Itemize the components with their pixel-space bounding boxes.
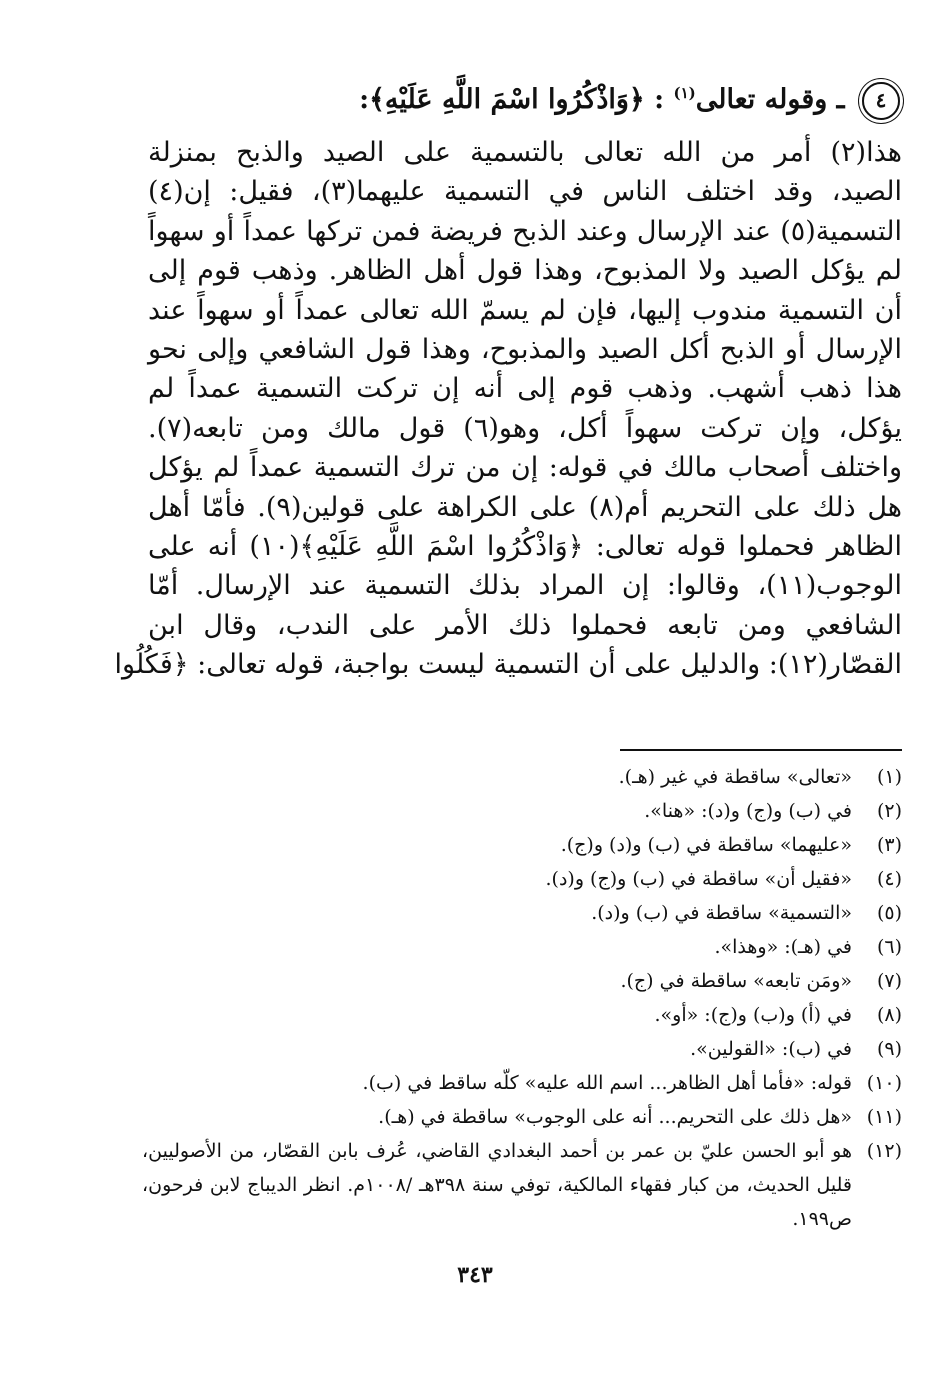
footnote-text: هو أبو الحسن عليّ بن عمر بن أحمد البغدادي القاضي، عُرف بابن القصّار، من الأصوليين، قليل الحديث، من كبار فقهاء المالكية، توفي سنة ٣٩٨هـ /١٠٠٨م. انظر الديباج لابن فرحون، ص١٩٩. [142,1140,853,1230]
text-line: هذا(٢) أمر من الله تعالى بالتسمية على الصيد والذبح بمنزلة [148,137,902,168]
heading-footnote-marker: (١) [673,84,696,102]
footnote [142,1100,902,1134]
text-line: الصيد، وقد اختلف الناس في التسمية عليهما(٣)، فقيل: إن(٤) [148,176,902,208]
text-line: القصّار(١٢): والدليل على أن التسمية ليست بواجبة، قوله تعالى: ﴿فَكُلُوا [114,649,902,681]
footnote-number: (٥) [876,902,902,924]
text-line: هل ذلك على التحريم أم(٨) على الكراهة على قولين(٩). فأمّا أهل [148,491,903,523]
footnote-text: في (هـ): «وهذا». [714,936,852,958]
heading-prefix: ـ وقوله تعالى [695,84,845,115]
footnote-number: (١) [876,766,902,788]
footnote-text: «فقيل أن» ساقطة في (ب) و(ج) و(د). [545,868,852,890]
footnote [142,1066,902,1100]
footnote-text: «تعالى» ساقطة في غير (هـ). [618,766,852,788]
footnote-number: (٧) [876,970,902,992]
footnote-number: (٢) [876,800,902,822]
text-line: لم يؤكل الصيد ولا المذبوح، وهذا قول أهل الظاهر. وذهب قوم إلى [148,255,902,287]
footnote-text: «ومَن تابعه» ساقطة في (ج). [620,970,852,992]
footnote [142,930,902,964]
text-line: الإرسال أو الذبح أكل الصيد والمذبوح، وهذا قول الشافعي وإلى نحو [148,333,902,365]
text-line: الوجوب(١١)، وقالوا: إن المراد بذلك التسمية عند الإرسال. أمّا [148,570,902,602]
footnote [142,1032,902,1066]
footnote-text: «التسمية» ساقطة في (ب) و(د). [591,902,852,924]
footnote-number: (١٠) [866,1072,902,1094]
heading-colon: : [359,84,370,115]
footnote-number: (٩) [876,1038,902,1060]
footnote-number: (٨) [876,1004,902,1026]
footnote [142,998,902,1032]
footnote-number: (٣) [876,834,902,856]
footnote-separator [620,749,902,751]
text-line: التسمية(٥) عند الإرسال وعند الذبح فريضة فمن تركها عمداً أو سهواً [148,215,902,247]
footnote [142,964,902,998]
heading-colon-1: : [644,84,674,115]
footnote-text: قوله: «فأما أهل الظاهر... اسم الله عليه» كلّه ساقط في (ب). [362,1072,852,1094]
footnote [142,760,902,794]
footnote-text: في (أ) و(ب) و(ج): «أو». [654,1004,852,1026]
text-line: يؤكل، وإن تركت سهواً أكل، وهو(٦) قول مالك ومن تابعه(٧). [148,412,902,444]
footnote-text: «عليهما» ساقطة في (ب) و(د) و(ج). [560,834,852,856]
footnote-number: (٦) [876,936,902,958]
footnote [142,896,902,930]
page-number: ٣٤٣ [457,1262,493,1288]
text-line: واختلف أصحاب مالك في قوله: إن من ترك التسمية عمداً لم يؤكل [148,452,902,484]
footnote-number: (١١) [866,1106,902,1128]
heading-verse: ﴿وَاذْكُرُوا اسْمَ اللَّهِ عَلَيْهِ﴾ [369,84,645,115]
section-heading [100,78,900,122]
footnote-number: (١٢) [866,1140,902,1162]
footnote [142,862,902,896]
text-line: الشافعي ومن تابعه فحملوا ذلك الأمر على الندب، وقال ابن [148,609,902,641]
footnote [142,794,902,828]
footnote-text: «هل ذلك على التحريم... أنه على الوجوب» ساقطة في (هـ). [378,1106,852,1128]
main-text [114,133,903,684]
footnote [142,828,902,862]
footnote [142,1134,902,1236]
footnote-text: في (ب): «القولين». [690,1038,852,1060]
text-line: أن التسمية مندوب إليها، فإن لم يسمّ الله تعالى عمداً أو سهواً عند [148,294,902,326]
footnote-text: في (ب) و(ج) و(د): «هنا». [644,800,852,822]
footnote-number: (٤) [876,868,902,890]
text-line: هذا ذهب أشهب. وذهب قوم إلى أنه إن تركت التسمية عمداً لم [148,373,902,405]
text-line: الظاهر فحملوا قوله تعالى: ﴿وَاذْكُرُوا اسْمَ اللَّهِ عَلَيْهِ﴾(١٠) أنه على [148,530,902,562]
section-number-badge: ٤ [862,82,900,120]
footnotes [142,760,902,1236]
